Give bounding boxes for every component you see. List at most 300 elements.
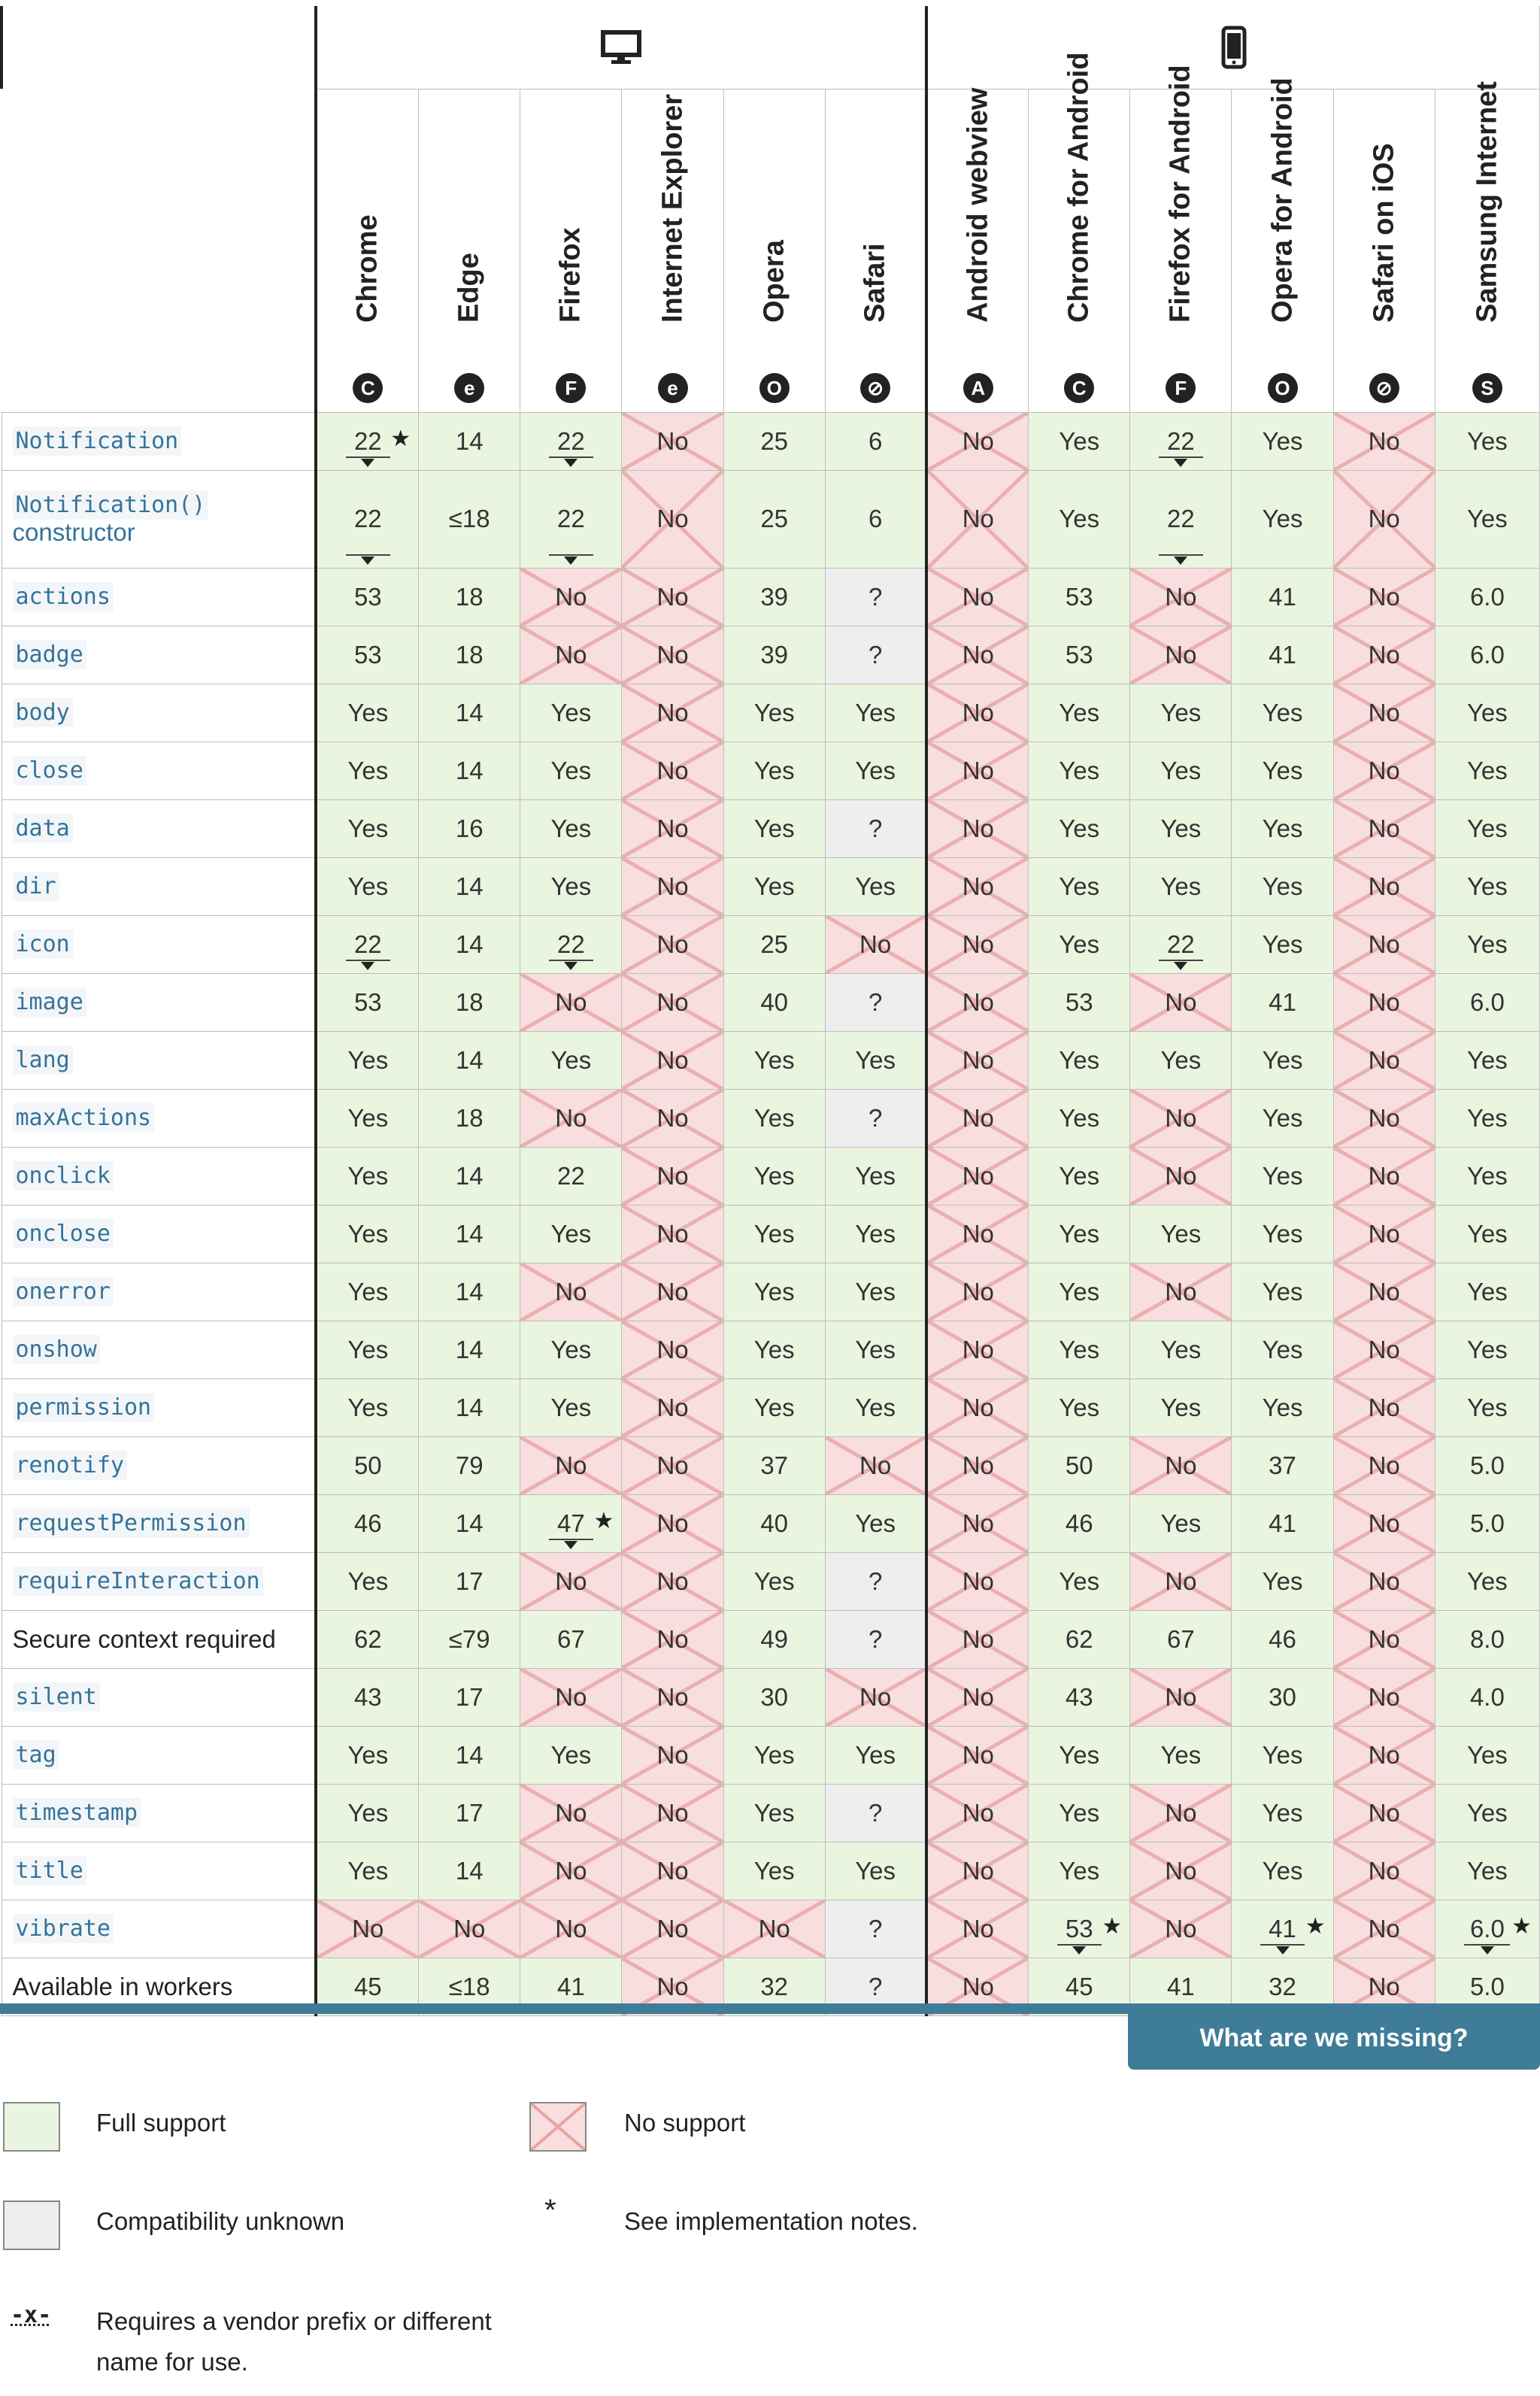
- support-cell[interactable]: [1130, 1726, 1232, 1784]
- support-cell[interactable]: [520, 1321, 622, 1378]
- support-cell[interactable]: [1435, 1552, 1539, 1610]
- support-cell[interactable]: [723, 1726, 825, 1784]
- support-cell[interactable]: [622, 1089, 723, 1147]
- support-cell[interactable]: [1232, 1668, 1333, 1726]
- support-cell[interactable]: [316, 1900, 418, 1958]
- support-cell[interactable]: [1130, 412, 1232, 470]
- support-cell[interactable]: [1130, 1668, 1232, 1726]
- support-cell[interactable]: [1333, 684, 1435, 742]
- feature-name[interactable]: Notification(): [13, 490, 209, 520]
- support-cell[interactable]: [1232, 1263, 1333, 1321]
- support-cell[interactable]: [723, 1378, 825, 1436]
- support-cell[interactable]: [1435, 1610, 1539, 1668]
- support-cell[interactable]: [825, 1378, 926, 1436]
- support-cell[interactable]: [419, 742, 520, 799]
- support-cell[interactable]: [1029, 1089, 1130, 1147]
- support-cell[interactable]: [825, 915, 926, 973]
- feature-name[interactable]: badge: [13, 640, 86, 669]
- feature-name[interactable]: renotify: [13, 1451, 128, 1480]
- support-cell[interactable]: [1435, 1031, 1539, 1089]
- support-cell[interactable]: [723, 568, 825, 626]
- support-cell[interactable]: [1029, 412, 1130, 470]
- support-cell[interactable]: [1130, 799, 1232, 857]
- support-cell[interactable]: [723, 684, 825, 742]
- support-cell[interactable]: [825, 626, 926, 684]
- support-cell[interactable]: [622, 1263, 723, 1321]
- support-cell[interactable]: [622, 1552, 723, 1610]
- feature-name[interactable]: requireInteraction: [13, 1566, 263, 1596]
- support-cell[interactable]: [1130, 1552, 1232, 1610]
- support-cell[interactable]: [520, 1031, 622, 1089]
- feature-name[interactable]: tag: [13, 1740, 59, 1770]
- support-cell[interactable]: [926, 568, 1028, 626]
- support-cell[interactable]: [926, 1900, 1028, 1958]
- support-cell[interactable]: [1435, 1147, 1539, 1205]
- support-cell[interactable]: [926, 1263, 1028, 1321]
- support-cell[interactable]: [1029, 1147, 1130, 1205]
- support-cell[interactable]: [1232, 1842, 1333, 1900]
- support-cell[interactable]: [723, 742, 825, 799]
- support-cell[interactable]: [1029, 1436, 1130, 1494]
- support-cell[interactable]: [926, 1321, 1028, 1378]
- support-cell[interactable]: [1333, 1321, 1435, 1378]
- support-cell[interactable]: [1130, 470, 1232, 568]
- support-cell[interactable]: [1029, 1378, 1130, 1436]
- support-cell[interactable]: [520, 1900, 622, 1958]
- support-cell[interactable]: [825, 1726, 926, 1784]
- support-cell[interactable]: [1435, 1784, 1539, 1842]
- feature-name[interactable]: vibrate: [13, 1914, 114, 1943]
- support-cell[interactable]: [1333, 1842, 1435, 1900]
- support-cell[interactable]: [1130, 626, 1232, 684]
- support-cell[interactable]: [419, 412, 520, 470]
- support-cell[interactable]: [825, 1784, 926, 1842]
- support-cell[interactable]: [419, 1784, 520, 1842]
- support-cell[interactable]: [1333, 1552, 1435, 1610]
- support-cell[interactable]: [1435, 973, 1539, 1031]
- expand-notes-triangle-icon[interactable]: [564, 459, 578, 467]
- support-cell[interactable]: [825, 1552, 926, 1610]
- support-cell[interactable]: [1029, 1784, 1130, 1842]
- support-cell[interactable]: [1333, 799, 1435, 857]
- support-cell[interactable]: [419, 1842, 520, 1900]
- support-cell[interactable]: [622, 1205, 723, 1263]
- support-cell[interactable]: [1130, 684, 1232, 742]
- support-cell[interactable]: [1232, 1321, 1333, 1378]
- support-cell[interactable]: [419, 1900, 520, 1958]
- support-cell[interactable]: [723, 1089, 825, 1147]
- support-cell[interactable]: [1333, 1900, 1435, 1958]
- support-cell[interactable]: [1333, 626, 1435, 684]
- support-cell[interactable]: [825, 973, 926, 1031]
- support-cell[interactable]: [926, 973, 1028, 1031]
- support-cell[interactable]: [1333, 1610, 1435, 1668]
- support-cell[interactable]: [1333, 1494, 1435, 1552]
- support-cell[interactable]: [622, 1842, 723, 1900]
- support-cell[interactable]: [1029, 1321, 1130, 1378]
- support-cell[interactable]: [520, 1610, 622, 1668]
- support-cell[interactable]: [419, 1726, 520, 1784]
- support-cell[interactable]: [520, 1668, 622, 1726]
- support-cell[interactable]: [723, 1436, 825, 1494]
- support-cell[interactable]: [622, 470, 723, 568]
- support-cell[interactable]: [316, 1321, 418, 1378]
- support-cell[interactable]: [520, 684, 622, 742]
- support-cell[interactable]: [723, 857, 825, 915]
- support-cell[interactable]: [316, 1552, 418, 1610]
- expand-notes-triangle-icon[interactable]: [361, 962, 374, 970]
- feature-name[interactable]: onclick: [13, 1161, 114, 1190]
- support-cell[interactable]: [926, 1031, 1028, 1089]
- support-cell[interactable]: [1130, 1378, 1232, 1436]
- support-cell[interactable]: [622, 1726, 723, 1784]
- support-cell[interactable]: [926, 412, 1028, 470]
- support-cell[interactable]: [1130, 1205, 1232, 1263]
- support-cell[interactable]: [1435, 684, 1539, 742]
- support-cell[interactable]: [520, 412, 622, 470]
- support-cell[interactable]: [1435, 1436, 1539, 1494]
- support-cell[interactable]: [1435, 1900, 1539, 1958]
- expand-notes-triangle-icon[interactable]: [564, 962, 578, 970]
- support-cell[interactable]: [1029, 1726, 1130, 1784]
- expand-notes-triangle-icon[interactable]: [1174, 459, 1187, 467]
- what-are-we-missing-button[interactable]: What are we missing?: [1128, 2006, 1540, 2070]
- support-cell[interactable]: [1435, 1321, 1539, 1378]
- support-cell[interactable]: [419, 1321, 520, 1378]
- support-cell[interactable]: [825, 1900, 926, 1958]
- support-cell[interactable]: [419, 1436, 520, 1494]
- support-cell[interactable]: [1232, 799, 1333, 857]
- feature-name[interactable]: title: [13, 1856, 86, 1885]
- support-cell[interactable]: [1130, 1842, 1232, 1900]
- support-cell[interactable]: [419, 1031, 520, 1089]
- support-cell[interactable]: [520, 857, 622, 915]
- support-cell[interactable]: [926, 1610, 1028, 1668]
- support-cell[interactable]: [1435, 1089, 1539, 1147]
- support-cell[interactable]: [1333, 915, 1435, 973]
- feature-name[interactable]: permission: [13, 1393, 155, 1422]
- support-cell[interactable]: [520, 1552, 622, 1610]
- support-cell[interactable]: [316, 1842, 418, 1900]
- support-cell[interactable]: [316, 470, 418, 568]
- support-cell[interactable]: [1232, 973, 1333, 1031]
- support-cell[interactable]: [926, 470, 1028, 568]
- feature-name[interactable]: requestPermission: [13, 1509, 250, 1538]
- support-cell[interactable]: [825, 684, 926, 742]
- support-cell[interactable]: [825, 568, 926, 626]
- support-cell[interactable]: [926, 1378, 1028, 1436]
- support-cell[interactable]: [1232, 684, 1333, 742]
- support-cell[interactable]: [723, 1263, 825, 1321]
- support-cell[interactable]: [316, 1031, 418, 1089]
- support-cell[interactable]: [520, 1089, 622, 1147]
- support-cell[interactable]: [825, 1321, 926, 1378]
- expand-notes-triangle-icon[interactable]: [1072, 1946, 1086, 1955]
- support-cell[interactable]: [622, 1610, 723, 1668]
- support-cell[interactable]: [419, 470, 520, 568]
- support-cell[interactable]: [419, 1147, 520, 1205]
- support-cell[interactable]: [316, 412, 418, 470]
- expand-notes-triangle-icon[interactable]: [361, 459, 374, 467]
- support-cell[interactable]: [419, 973, 520, 1031]
- expand-notes-triangle-icon[interactable]: [361, 557, 374, 565]
- support-cell[interactable]: [520, 1205, 622, 1263]
- support-cell[interactable]: [1232, 626, 1333, 684]
- support-cell[interactable]: [1232, 568, 1333, 626]
- support-cell[interactable]: [1232, 1205, 1333, 1263]
- support-cell[interactable]: [1232, 1494, 1333, 1552]
- support-cell[interactable]: [1333, 1263, 1435, 1321]
- support-cell[interactable]: [926, 1668, 1028, 1726]
- support-cell[interactable]: [926, 857, 1028, 915]
- support-cell[interactable]: [622, 1900, 723, 1958]
- support-cell[interactable]: [825, 1205, 926, 1263]
- support-cell[interactable]: [1029, 1668, 1130, 1726]
- feature-name[interactable]: silent: [13, 1682, 100, 1712]
- support-cell[interactable]: [520, 1494, 622, 1552]
- support-cell[interactable]: [419, 915, 520, 973]
- support-cell[interactable]: [926, 742, 1028, 799]
- support-cell[interactable]: [723, 1610, 825, 1668]
- support-cell[interactable]: [723, 1784, 825, 1842]
- support-cell[interactable]: [622, 1668, 723, 1726]
- support-cell[interactable]: [520, 1263, 622, 1321]
- support-cell[interactable]: [1232, 412, 1333, 470]
- support-cell[interactable]: [1435, 1726, 1539, 1784]
- support-cell[interactable]: [419, 568, 520, 626]
- feature-name[interactable]: image: [13, 987, 86, 1017]
- support-cell[interactable]: [520, 742, 622, 799]
- support-cell[interactable]: [825, 1610, 926, 1668]
- support-cell[interactable]: [622, 684, 723, 742]
- support-cell[interactable]: [419, 1668, 520, 1726]
- support-cell[interactable]: [926, 684, 1028, 742]
- support-cell[interactable]: [825, 1494, 926, 1552]
- feature-name[interactable]: close: [13, 756, 86, 785]
- support-cell[interactable]: [926, 1726, 1028, 1784]
- expand-notes-triangle-icon[interactable]: [564, 557, 578, 565]
- support-cell[interactable]: [1232, 1031, 1333, 1089]
- support-cell[interactable]: [316, 626, 418, 684]
- feature-name[interactable]: Notification: [13, 426, 182, 456]
- support-cell[interactable]: [419, 1610, 520, 1668]
- support-cell[interactable]: [316, 915, 418, 973]
- feature-name[interactable]: actions: [13, 582, 114, 611]
- support-cell[interactable]: [926, 1436, 1028, 1494]
- support-cell[interactable]: [723, 1205, 825, 1263]
- support-cell[interactable]: [1435, 412, 1539, 470]
- support-cell[interactable]: [622, 1784, 723, 1842]
- expand-notes-triangle-icon[interactable]: [1174, 557, 1187, 565]
- support-cell[interactable]: [622, 626, 723, 684]
- support-cell[interactable]: [1333, 1668, 1435, 1726]
- support-cell[interactable]: [622, 568, 723, 626]
- feature-name[interactable]: icon: [13, 930, 73, 959]
- feature-name[interactable]: onerror: [13, 1277, 114, 1306]
- support-cell[interactable]: [926, 626, 1028, 684]
- support-cell[interactable]: [926, 1494, 1028, 1552]
- support-cell[interactable]: [1333, 1147, 1435, 1205]
- support-cell[interactable]: [419, 1089, 520, 1147]
- support-cell[interactable]: [723, 1900, 825, 1958]
- support-cell[interactable]: [316, 1494, 418, 1552]
- support-cell[interactable]: [1435, 857, 1539, 915]
- support-cell[interactable]: [1130, 1321, 1232, 1378]
- support-cell[interactable]: [825, 1842, 926, 1900]
- support-cell[interactable]: [1333, 1726, 1435, 1784]
- support-cell[interactable]: [1333, 412, 1435, 470]
- support-cell[interactable]: [1130, 1494, 1232, 1552]
- support-cell[interactable]: [723, 1147, 825, 1205]
- support-cell[interactable]: [520, 568, 622, 626]
- support-cell[interactable]: [419, 626, 520, 684]
- expand-notes-triangle-icon[interactable]: [564, 1541, 578, 1549]
- support-cell[interactable]: [926, 799, 1028, 857]
- support-cell[interactable]: [825, 742, 926, 799]
- support-cell[interactable]: [1333, 568, 1435, 626]
- support-cell[interactable]: [1435, 1378, 1539, 1436]
- support-cell[interactable]: [316, 1263, 418, 1321]
- support-cell[interactable]: [1029, 626, 1130, 684]
- support-cell[interactable]: [1232, 1726, 1333, 1784]
- support-cell[interactable]: [316, 684, 418, 742]
- support-cell[interactable]: [1333, 1436, 1435, 1494]
- support-cell[interactable]: [622, 973, 723, 1031]
- support-cell[interactable]: [1435, 1494, 1539, 1552]
- feature-name[interactable]: data: [13, 814, 73, 843]
- support-cell[interactable]: [316, 1378, 418, 1436]
- support-cell[interactable]: [622, 857, 723, 915]
- support-cell[interactable]: [825, 1031, 926, 1089]
- support-cell[interactable]: [926, 1089, 1028, 1147]
- support-cell[interactable]: [419, 1378, 520, 1436]
- expand-notes-triangle-icon[interactable]: [1276, 1946, 1290, 1955]
- support-cell[interactable]: [419, 1205, 520, 1263]
- support-cell[interactable]: [622, 1321, 723, 1378]
- support-cell[interactable]: [1333, 1378, 1435, 1436]
- support-cell[interactable]: [1333, 742, 1435, 799]
- support-cell[interactable]: [1333, 1205, 1435, 1263]
- support-cell[interactable]: [1232, 1784, 1333, 1842]
- support-cell[interactable]: [1029, 1031, 1130, 1089]
- support-cell[interactable]: [1029, 1552, 1130, 1610]
- support-cell[interactable]: [1333, 470, 1435, 568]
- support-cell[interactable]: [316, 1668, 418, 1726]
- support-cell[interactable]: [419, 799, 520, 857]
- support-cell[interactable]: [723, 1552, 825, 1610]
- support-cell[interactable]: [520, 1784, 622, 1842]
- support-cell[interactable]: [1130, 1900, 1232, 1958]
- feature-name[interactable]: timestamp: [13, 1798, 141, 1827]
- support-cell[interactable]: [723, 1668, 825, 1726]
- support-cell[interactable]: [1333, 973, 1435, 1031]
- support-cell[interactable]: [520, 1147, 622, 1205]
- support-cell[interactable]: [520, 470, 622, 568]
- support-cell[interactable]: [1435, 1263, 1539, 1321]
- support-cell[interactable]: [1435, 799, 1539, 857]
- support-cell[interactable]: [622, 1494, 723, 1552]
- support-cell[interactable]: [1232, 915, 1333, 973]
- support-cell[interactable]: [1333, 1784, 1435, 1842]
- support-cell[interactable]: [1130, 1263, 1232, 1321]
- support-cell[interactable]: [1435, 1842, 1539, 1900]
- support-cell[interactable]: [1232, 1610, 1333, 1668]
- support-cell[interactable]: [825, 1668, 926, 1726]
- support-cell[interactable]: [1232, 857, 1333, 915]
- support-cell[interactable]: [1130, 857, 1232, 915]
- support-cell[interactable]: [1232, 1378, 1333, 1436]
- support-cell[interactable]: [1333, 1089, 1435, 1147]
- support-cell[interactable]: [1435, 568, 1539, 626]
- feature-name-continued[interactable]: constructor: [12, 517, 135, 546]
- support-cell[interactable]: [1130, 1089, 1232, 1147]
- support-cell[interactable]: [1435, 1668, 1539, 1726]
- support-cell[interactable]: [1435, 1205, 1539, 1263]
- feature-name[interactable]: maxActions: [13, 1103, 155, 1133]
- support-cell[interactable]: [520, 1726, 622, 1784]
- support-cell[interactable]: [1029, 742, 1130, 799]
- support-cell[interactable]: [1029, 1205, 1130, 1263]
- support-cell[interactable]: [1130, 973, 1232, 1031]
- support-cell[interactable]: [419, 1263, 520, 1321]
- feature-name[interactable]: onclose: [13, 1219, 114, 1248]
- support-cell[interactable]: [622, 1031, 723, 1089]
- feature-name[interactable]: onshow: [13, 1335, 100, 1364]
- support-cell[interactable]: [723, 1031, 825, 1089]
- support-cell[interactable]: [723, 1842, 825, 1900]
- support-cell[interactable]: [926, 1842, 1028, 1900]
- support-cell[interactable]: [825, 799, 926, 857]
- support-cell[interactable]: [622, 1147, 723, 1205]
- support-cell[interactable]: [316, 742, 418, 799]
- support-cell[interactable]: [825, 470, 926, 568]
- support-cell[interactable]: [419, 1552, 520, 1610]
- support-cell[interactable]: [520, 799, 622, 857]
- support-cell[interactable]: [622, 742, 723, 799]
- support-cell[interactable]: [1029, 568, 1130, 626]
- support-cell[interactable]: [1029, 1263, 1130, 1321]
- support-cell[interactable]: [1232, 1436, 1333, 1494]
- support-cell[interactable]: [1130, 1436, 1232, 1494]
- feature-name[interactable]: body: [13, 698, 73, 727]
- support-cell[interactable]: [1232, 1552, 1333, 1610]
- support-cell[interactable]: [1130, 1784, 1232, 1842]
- support-cell[interactable]: [316, 1784, 418, 1842]
- support-cell[interactable]: [419, 684, 520, 742]
- expand-notes-triangle-icon[interactable]: [1481, 1946, 1494, 1955]
- support-cell[interactable]: [419, 1494, 520, 1552]
- support-cell[interactable]: [520, 1436, 622, 1494]
- support-cell[interactable]: [825, 1147, 926, 1205]
- support-cell[interactable]: [520, 626, 622, 684]
- support-cell[interactable]: [316, 1726, 418, 1784]
- support-cell[interactable]: [723, 973, 825, 1031]
- support-cell[interactable]: [419, 857, 520, 915]
- support-cell[interactable]: [622, 412, 723, 470]
- support-cell[interactable]: [520, 915, 622, 973]
- support-cell[interactable]: [1029, 684, 1130, 742]
- support-cell[interactable]: [1435, 915, 1539, 973]
- support-cell[interactable]: [723, 1494, 825, 1552]
- support-cell[interactable]: [1130, 1147, 1232, 1205]
- support-cell[interactable]: [316, 1610, 418, 1668]
- support-cell[interactable]: [316, 799, 418, 857]
- support-cell[interactable]: [1333, 857, 1435, 915]
- support-cell[interactable]: [1029, 1494, 1130, 1552]
- support-cell[interactable]: [1130, 1031, 1232, 1089]
- feature-name[interactable]: dir: [13, 872, 59, 901]
- support-cell[interactable]: [622, 915, 723, 973]
